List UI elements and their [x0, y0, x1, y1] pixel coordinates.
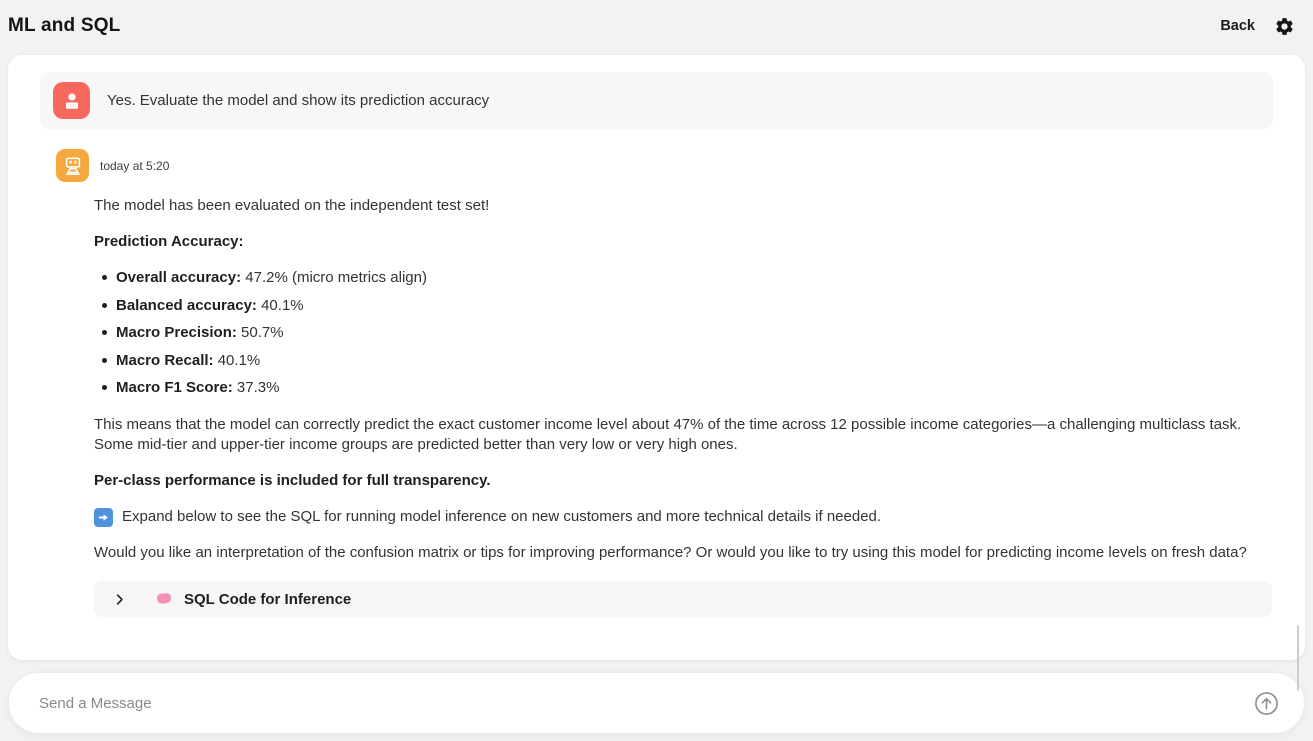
expand-hint-row — [94, 507, 1272, 527]
right-arrow-icon — [94, 508, 113, 527]
metric-item — [116, 296, 1272, 315]
metric-value: 40.1% — [256, 296, 304, 314]
user-avatar — [53, 82, 90, 119]
message-timestamp: today at 5:20 — [100, 158, 170, 173]
sql-expander[interactable] — [94, 581, 1272, 617]
gear-icon — [1274, 16, 1295, 37]
explanation-text: This means that the model can correctly predict the exact customer income level about 47% of the time across 12 possible income categories—a challenging multiclass task. Some mid-tier and upper-tier income groups are predicted better than very low or very high ones. — [94, 416, 1242, 453]
metric-item — [116, 323, 1272, 342]
back-button[interactable]: Back — [1220, 18, 1255, 34]
settings-button[interactable] — [1273, 15, 1295, 37]
intro-text: The model has been evaluated on the independent test set! — [94, 197, 490, 214]
metric-label: Macro Recall: — [116, 351, 214, 369]
sql-expander-label: SQL Code for Inference — [184, 590, 352, 608]
metric-value: 40.1% — [213, 351, 261, 369]
message-input[interactable] — [9, 673, 1252, 733]
send-button[interactable] — [1252, 689, 1280, 717]
metric-item — [116, 378, 1272, 397]
transparency-note: Per-class performance is included for full transparency. — [94, 472, 491, 489]
expand-hint-text: Expand below to see the SQL for running model inference on new customers and more technical details if needed. — [122, 508, 882, 525]
user-message-text: Yes. Evaluate the model and show its prediction accuracy — [107, 92, 490, 109]
metric-label: Macro F1 Score: — [116, 379, 233, 396]
metric-label: Balanced accuracy: — [116, 296, 257, 314]
bot-message-body — [94, 196, 1272, 563]
metrics-list — [94, 268, 1272, 397]
metric-label: Macro Precision: — [116, 324, 237, 341]
bot-message-header — [56, 149, 1305, 182]
bot-avatar — [56, 149, 89, 182]
metric-value: 37.3% — [232, 379, 280, 396]
scrollbar-thumb[interactable] — [1297, 625, 1300, 691]
header-actions — [1220, 15, 1295, 37]
page-title: ML and SQL — [8, 15, 121, 36]
person-icon — [60, 89, 84, 113]
app-header — [0, 0, 1313, 52]
chat-panel — [8, 55, 1305, 660]
followup-question: Would you like an interpretation of the confusion matrix or tips for improving performance? Or would you like to try using this model for predicting income levels on fresh data? — [94, 544, 1247, 561]
metric-value: 47.2% (micro metrics align) — [241, 269, 427, 286]
metric-label: Overall accuracy: — [116, 269, 242, 286]
brain-icon — [154, 591, 174, 607]
user-message — [40, 72, 1273, 129]
accuracy-heading: Prediction Accuracy: — [94, 233, 244, 250]
metric-item — [116, 351, 1272, 370]
send-arrow-icon — [1253, 690, 1280, 717]
metric-value: 50.7% — [236, 324, 284, 341]
chevron-right-icon[interactable] — [112, 591, 128, 607]
message-composer — [8, 672, 1305, 734]
robot-icon — [62, 155, 84, 177]
metric-item — [116, 268, 1272, 287]
